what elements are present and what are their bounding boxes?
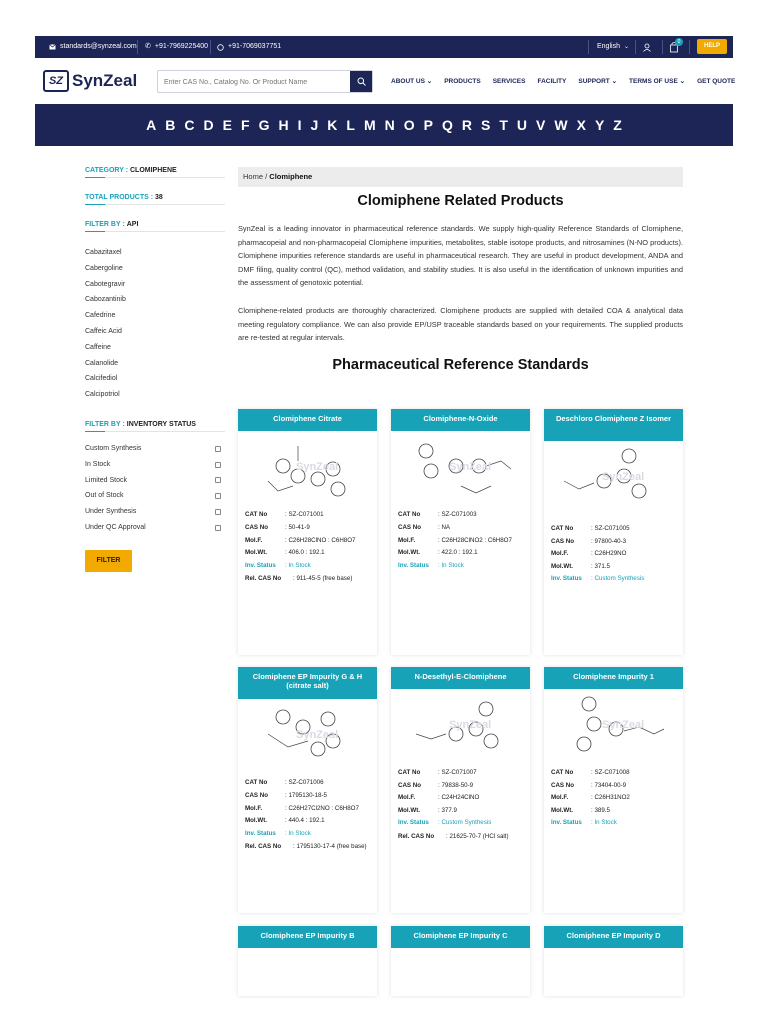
synzeal-logo[interactable] bbox=[43, 66, 137, 96]
alpha-letter-i[interactable]: I bbox=[297, 117, 302, 133]
detail-value: : 406.0 : 192.1 bbox=[285, 549, 325, 556]
chevron-down-icon: ⌄ bbox=[623, 44, 629, 50]
detail-value: : 440.4 : 192.1 bbox=[285, 817, 325, 824]
stock-filter-label: Custom Synthesis bbox=[85, 444, 142, 452]
alpha-letter-e[interactable]: E bbox=[222, 117, 232, 133]
search-button[interactable] bbox=[350, 71, 372, 92]
alpha-letter-y[interactable]: Y bbox=[594, 117, 605, 133]
language-label: English bbox=[597, 43, 620, 50]
structure-image bbox=[391, 689, 530, 761]
detail-value: : In Stock bbox=[285, 829, 311, 837]
detail-value: : SZ-C071003 bbox=[438, 511, 477, 518]
detail-row-cas bbox=[398, 780, 523, 793]
stock-filter-checkbox[interactable] bbox=[215, 446, 221, 452]
alpha-letter-p[interactable]: P bbox=[423, 117, 433, 133]
alpha-letter-c[interactable]: C bbox=[184, 117, 195, 133]
detail-row-molf bbox=[398, 792, 523, 805]
total-products-heading bbox=[85, 190, 225, 205]
detail-label: Rel. CAS No bbox=[398, 832, 435, 840]
detail-value: : In Stock bbox=[438, 561, 464, 569]
detail-row-cat bbox=[398, 509, 523, 522]
product-title[interactable]: Deschloro Clomiphene Z Isomer bbox=[544, 409, 683, 441]
detail-label: Inv. Status bbox=[398, 561, 429, 569]
alpha-letter-w[interactable]: W bbox=[554, 117, 568, 133]
product-title[interactable]: Clomiphene Impurity 1 bbox=[544, 667, 683, 689]
alpha-letter-d[interactable]: D bbox=[203, 117, 214, 133]
alpha-letter-l[interactable]: L bbox=[346, 117, 355, 133]
detail-label: CAT No bbox=[398, 511, 421, 518]
breadcrumb bbox=[238, 167, 683, 187]
page-title: Clomiphene Related Products bbox=[357, 193, 564, 209]
detail-row-cas bbox=[245, 790, 370, 803]
detail-label: Inv. Status bbox=[245, 561, 276, 569]
product-card[interactable] bbox=[391, 667, 530, 913]
product-title[interactable]: N-Desethyl-E-Clomiphene bbox=[391, 667, 530, 689]
structure-image bbox=[238, 431, 377, 503]
detail-label: CAT No bbox=[245, 511, 268, 518]
detail-label: Mol.Wt. bbox=[551, 562, 573, 570]
detail-label: Mol.F. bbox=[551, 794, 569, 801]
menu-label: SUPPORT bbox=[578, 78, 610, 85]
stock-filter-label: Limited Stock bbox=[85, 476, 128, 484]
menu-terms-of-use[interactable] bbox=[629, 77, 685, 85]
breadcrumb-current: Clomiphene bbox=[269, 172, 313, 181]
filter-button[interactable]: FILTER bbox=[85, 550, 132, 572]
characterization-paragraph: Clomiphene-related products are thoroughly characterized. Clomiphene products are supplied with detailed COA & analytical data meeting regulatory compliance. We can also provide EP/USP traceable standards based on your requirements. The supplied products are re-tested at regular intervals. bbox=[238, 305, 683, 343]
search-box bbox=[157, 70, 373, 93]
product-card[interactable] bbox=[544, 667, 683, 913]
detail-value: : SZ-C071005 bbox=[591, 525, 630, 532]
search-icon bbox=[357, 77, 366, 86]
detail-value: : SZ-C071006 bbox=[285, 779, 324, 786]
product-title[interactable]: Clomiphene EP Impurity G & H (citrate salt) bbox=[238, 667, 377, 699]
detail-label: Inv. Status bbox=[551, 575, 582, 582]
detail-label: CAS No bbox=[398, 523, 422, 531]
detail-label: CAT No bbox=[398, 769, 421, 776]
detail-label: CAS No bbox=[551, 537, 575, 545]
filter-api-heading bbox=[85, 217, 225, 232]
api-filter-item[interactable]: Cabotegravir bbox=[85, 280, 126, 288]
product-title[interactable]: Clomiphene EP Impurity D bbox=[544, 926, 683, 948]
menu-get-quote[interactable]: GET QUOTE bbox=[697, 77, 736, 85]
alpha-letter-v[interactable]: V bbox=[536, 117, 546, 133]
product-card[interactable] bbox=[391, 409, 530, 655]
alpha-letter-g[interactable]: G bbox=[258, 117, 270, 133]
detail-value: : In Stock bbox=[591, 819, 617, 826]
detail-row-molf bbox=[551, 548, 676, 561]
product-details bbox=[238, 509, 377, 585]
detail-label: CAS No bbox=[398, 781, 422, 789]
detail-value: : 79838-50-9 bbox=[438, 781, 474, 789]
detail-label: Mol.F. bbox=[551, 550, 569, 557]
filter-sidebar bbox=[85, 163, 225, 572]
detail-row-molwt bbox=[245, 815, 370, 828]
detail-value: : 377.9 bbox=[438, 806, 457, 814]
detail-label: Inv. Status bbox=[398, 819, 429, 826]
detail-label: CAS No bbox=[245, 523, 269, 531]
menu-facility[interactable]: FACILITY bbox=[537, 77, 567, 85]
product-title[interactable]: Clomiphene Citrate bbox=[238, 409, 377, 431]
watermark: SynZeal bbox=[296, 729, 339, 741]
alpha-letter-u[interactable]: U bbox=[516, 117, 528, 133]
detail-value: : Custom Synthesis bbox=[591, 575, 645, 582]
product-title[interactable]: Clomiphene EP Impurity C bbox=[391, 926, 530, 948]
product-card[interactable] bbox=[544, 409, 683, 655]
detail-value: : C26H28ClNO : C6H8O7 bbox=[285, 537, 356, 544]
product-card[interactable] bbox=[544, 926, 683, 996]
detail-row-inv bbox=[245, 828, 370, 841]
detail-label: Mol.Wt. bbox=[398, 806, 420, 814]
api-filter-item[interactable]: Calanolide bbox=[85, 359, 119, 367]
detail-row-cat bbox=[551, 523, 676, 536]
detail-row-molf bbox=[245, 802, 370, 815]
phone-icon: ✆ bbox=[145, 43, 151, 50]
detail-label: CAT No bbox=[245, 779, 268, 786]
api-filter-item[interactable]: Caffeine bbox=[85, 343, 111, 351]
alpha-letter-f[interactable]: F bbox=[241, 117, 250, 133]
logo-name: SynZeal bbox=[72, 71, 138, 90]
stock-filter-item[interactable] bbox=[85, 520, 222, 536]
detail-row-inv bbox=[398, 560, 523, 573]
cart-count: 0 bbox=[675, 38, 683, 46]
product-details bbox=[544, 767, 683, 830]
detail-value: : 1795130-17-4 (free base) bbox=[293, 843, 367, 850]
product-card[interactable] bbox=[238, 926, 377, 996]
alpha-letter-m[interactable]: M bbox=[363, 117, 376, 133]
detail-row-cas bbox=[551, 536, 676, 549]
cart-button[interactable] bbox=[669, 36, 681, 58]
watermark: SynZeal bbox=[449, 461, 492, 473]
stock-filter-item[interactable] bbox=[85, 441, 222, 457]
detail-value: : SZ-C071001 bbox=[285, 511, 324, 518]
product-details bbox=[391, 509, 530, 572]
chevron-down-icon: ⌄ bbox=[426, 78, 433, 85]
main-menu bbox=[391, 58, 735, 104]
detail-value: : C26H28ClNO2 : C6H8O7 bbox=[438, 537, 512, 544]
stock-filter-item[interactable] bbox=[85, 473, 222, 489]
watermark: SynZeal bbox=[449, 719, 492, 731]
detail-value: : 422.0 : 192.1 bbox=[438, 549, 478, 556]
detail-value: : 1795130-18-5 bbox=[285, 791, 327, 799]
detail-value: : C26H27Cl2NO : C6H8O7 bbox=[285, 805, 359, 812]
api-list bbox=[85, 245, 225, 403]
category-value: CLOMIPHENE bbox=[130, 167, 177, 174]
stock-filter-checkbox[interactable] bbox=[215, 462, 221, 468]
product-details bbox=[238, 777, 377, 853]
structure-image bbox=[238, 699, 377, 771]
chevron-down-icon: ⌄ bbox=[679, 78, 686, 85]
stock-filter-label: Under QC Approval bbox=[85, 523, 146, 531]
detail-value: : Custom Synthesis bbox=[438, 819, 492, 826]
detail-row-cat bbox=[398, 767, 523, 780]
detail-label: Rel. CAS No bbox=[245, 843, 282, 850]
product-details bbox=[544, 523, 683, 586]
api-filter-item[interactable]: Cabergoline bbox=[85, 264, 123, 272]
detail-label: Rel. CAS No bbox=[245, 575, 282, 582]
phone-text: +91-7969225400 bbox=[154, 43, 209, 50]
detail-label: Mol.F. bbox=[245, 537, 263, 544]
product-title[interactable]: Clomiphene EP Impurity B bbox=[238, 926, 377, 948]
detail-row-molwt bbox=[398, 805, 523, 818]
detail-value: : SZ-C071007 bbox=[438, 769, 477, 776]
detail-value: : 97800-40-3 bbox=[591, 537, 627, 545]
filter-stock-heading bbox=[85, 417, 225, 432]
detail-value: : 73404-00-9 bbox=[591, 781, 627, 789]
filter-value: INVENTORY STATUS bbox=[126, 420, 196, 428]
alpha-letter-k[interactable]: K bbox=[327, 117, 338, 133]
alpha-letter-r[interactable]: R bbox=[461, 117, 472, 133]
filter-label: FILTER BY : bbox=[85, 221, 125, 228]
stock-filter-label: Under Synthesis bbox=[85, 508, 137, 516]
detail-row-cas bbox=[551, 780, 676, 793]
detail-label: Mol.Wt. bbox=[551, 806, 573, 814]
envelope-icon bbox=[49, 44, 56, 50]
alpha-letter-z[interactable]: Z bbox=[613, 117, 622, 133]
menu-label: TERMS OF USE bbox=[629, 78, 678, 85]
detail-row-inv bbox=[398, 817, 523, 830]
product-card[interactable] bbox=[391, 926, 530, 996]
stock-list bbox=[85, 441, 222, 536]
filter-label: FILTER BY : bbox=[85, 420, 125, 428]
detail-value: : 50-41-9 bbox=[285, 523, 310, 531]
detail-row-molwt bbox=[398, 547, 523, 560]
detail-value: : 911-45-5 (free base) bbox=[293, 575, 353, 582]
detail-label: CAT No bbox=[551, 525, 574, 532]
detail-value: : 371.5 bbox=[591, 562, 610, 570]
total-value: 38 bbox=[155, 194, 163, 201]
alpha-letter-n[interactable]: N bbox=[384, 117, 395, 133]
chevron-down-icon: ⌄ bbox=[611, 78, 618, 85]
menu-about-us[interactable] bbox=[391, 77, 432, 85]
product-card[interactable] bbox=[238, 667, 377, 913]
detail-label: Mol.F. bbox=[398, 537, 416, 544]
alpha-letter-t[interactable]: T bbox=[499, 117, 508, 133]
stock-filter-checkbox[interactable] bbox=[215, 477, 221, 483]
detail-label: Mol.Wt. bbox=[398, 549, 420, 556]
detail-value: : NA bbox=[438, 523, 451, 531]
user-icon bbox=[643, 43, 653, 52]
detail-row-inv bbox=[245, 560, 370, 573]
detail-value: : SZ-C071008 bbox=[591, 769, 630, 776]
detail-row-inv bbox=[551, 817, 676, 830]
detail-label: Mol.F. bbox=[398, 794, 416, 801]
stock-filter-label: Out of Stock bbox=[85, 492, 124, 500]
category-label: CATEGORY : bbox=[85, 167, 129, 174]
watermark: SynZeal bbox=[296, 461, 339, 473]
total-label: TOTAL PRODUCTS : bbox=[85, 194, 154, 201]
account-button[interactable] bbox=[643, 36, 653, 58]
alphabet-bar bbox=[35, 104, 733, 146]
watermark: SynZeal bbox=[602, 719, 645, 731]
watermark: SynZeal bbox=[602, 471, 645, 483]
email-link[interactable] bbox=[49, 36, 137, 58]
api-filter-item[interactable]: Caffeic Acid bbox=[85, 327, 122, 335]
detail-row-molf bbox=[398, 534, 523, 547]
detail-row-cat bbox=[551, 767, 676, 780]
alpha-letter-a[interactable]: A bbox=[146, 117, 157, 133]
main-content bbox=[238, 167, 683, 373]
category-heading bbox=[85, 163, 225, 178]
product-details bbox=[391, 767, 530, 843]
detail-value: : C26H29NO bbox=[591, 550, 627, 557]
alpha-letter-q[interactable]: Q bbox=[441, 117, 453, 133]
language-select[interactable] bbox=[597, 36, 629, 58]
menu-services[interactable]: SERVICES bbox=[492, 77, 526, 85]
detail-label: Inv. Status bbox=[245, 829, 276, 837]
intro-paragraph: SynZeal is a leading innovator in pharmaceutical reference standards. We supply high-quality Reference Standards of Clomiphene, pharmacopeial and non-pharmacopeial Clomiphene impurities, metabolites, stable isotope products, and nitrosamines (N-NO products). Clomiphene impurities reference standards are useful in pharmaceutical research. They are useful in product development, ANDA and DMF filing, quality control (QC), method validation, and stability studies. It is also useful in the identification of unknown impurities and the assessment of genotoxic potential. bbox=[238, 224, 683, 288]
api-filter-item[interactable]: Cabazitaxel bbox=[85, 249, 122, 256]
menu-label: ABOUT US bbox=[391, 78, 425, 85]
menu-support[interactable] bbox=[578, 77, 617, 85]
stock-filter-item[interactable] bbox=[85, 488, 222, 504]
detail-label: Inv. Status bbox=[551, 819, 582, 826]
phone-link[interactable] bbox=[145, 36, 208, 58]
detail-label: Mol.Wt. bbox=[245, 817, 267, 824]
api-filter-item[interactable]: Calcipotriol bbox=[85, 391, 120, 399]
structure-image bbox=[544, 441, 683, 513]
alpha-letter-s[interactable]: S bbox=[481, 117, 491, 133]
stock-filter-checkbox[interactable] bbox=[215, 525, 221, 531]
detail-value: : C24H24ClNO bbox=[438, 794, 480, 801]
detail-row-cas bbox=[245, 522, 370, 535]
detail-label: CAS No bbox=[245, 791, 269, 799]
breadcrumb-home[interactable]: Home bbox=[243, 172, 264, 181]
stock-filter-item[interactable] bbox=[85, 504, 222, 520]
alpha-letter-x[interactable]: X bbox=[576, 117, 586, 133]
detail-row-rel bbox=[245, 572, 370, 585]
api-filter-item[interactable]: Calcifediol bbox=[85, 375, 118, 383]
whatsapp-text: +91-7069037751 bbox=[228, 43, 282, 50]
menu-products[interactable]: PRODUCTS bbox=[444, 77, 481, 85]
detail-row-molf bbox=[245, 534, 370, 547]
structure-image bbox=[544, 689, 683, 761]
detail-row-molwt bbox=[551, 561, 676, 574]
detail-row-rel bbox=[245, 840, 370, 853]
email-text: standards@synzeal.com bbox=[60, 43, 137, 50]
detail-row-inv bbox=[551, 573, 676, 586]
api-filter-item[interactable]: Cafedrine bbox=[85, 312, 116, 320]
detail-value: : 21625-70-7 (HCl salt) bbox=[446, 832, 509, 840]
stock-filter-checkbox[interactable] bbox=[215, 509, 221, 515]
detail-row-cat bbox=[245, 777, 370, 790]
detail-value: : C26H31NO2 bbox=[591, 794, 630, 801]
stock-filter-checkbox[interactable] bbox=[215, 493, 221, 499]
filter-value: API bbox=[126, 221, 139, 228]
detail-value: : In Stock bbox=[285, 561, 311, 569]
search-input[interactable] bbox=[158, 72, 348, 93]
detail-row-molwt bbox=[551, 805, 676, 818]
whatsapp-icon bbox=[217, 44, 224, 51]
alpha-letter-h[interactable]: H bbox=[278, 117, 289, 133]
top-bar bbox=[35, 36, 733, 58]
breadcrumb-separator: / bbox=[263, 172, 270, 181]
whatsapp-link[interactable] bbox=[217, 36, 281, 58]
detail-row-cat bbox=[245, 509, 370, 522]
help-button[interactable]: HELP bbox=[697, 39, 727, 54]
stock-filter-item[interactable] bbox=[85, 457, 222, 473]
api-filter-item[interactable]: Cabozantinib bbox=[85, 296, 126, 304]
detail-row-rel bbox=[398, 830, 523, 843]
alpha-letter-j[interactable]: J bbox=[310, 117, 319, 133]
product-title[interactable]: Clomiphene-N-Oxide bbox=[391, 409, 530, 431]
detail-row-molf bbox=[551, 792, 676, 805]
structure-image bbox=[391, 431, 530, 503]
stock-filter-label: In Stock bbox=[85, 460, 111, 468]
section-title: Pharmaceutical Reference Standards bbox=[332, 356, 589, 373]
main-navbar bbox=[35, 58, 736, 104]
alpha-letter-o[interactable]: O bbox=[403, 117, 415, 133]
detail-label: CAT No bbox=[551, 769, 574, 776]
detail-label: Mol.Wt. bbox=[245, 549, 267, 556]
detail-label: CAS No bbox=[551, 781, 575, 789]
detail-row-molwt bbox=[245, 547, 370, 560]
detail-label: Mol.F. bbox=[245, 805, 263, 812]
alpha-letter-b[interactable]: B bbox=[165, 117, 176, 133]
logo-mark: SZ bbox=[43, 70, 69, 92]
detail-value: : 389.5 bbox=[591, 806, 610, 814]
detail-row-cas bbox=[398, 522, 523, 535]
product-card[interactable] bbox=[238, 409, 377, 655]
